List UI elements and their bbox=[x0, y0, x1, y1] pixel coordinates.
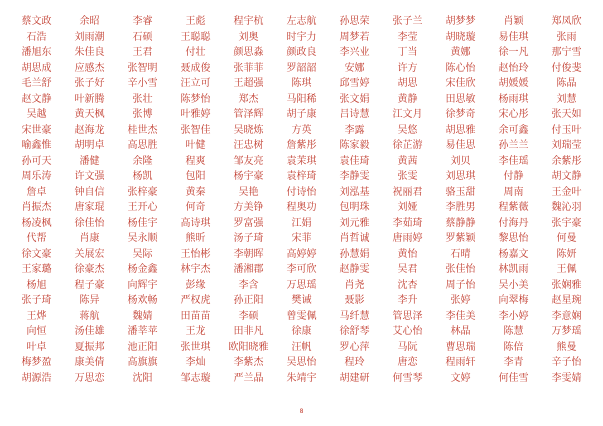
name-cell: 魏沁羽 bbox=[551, 202, 582, 213]
name-cell: 黄怡 bbox=[397, 248, 418, 260]
name-cell: 沈阳 bbox=[132, 372, 153, 384]
name-cell: 刘泓基 bbox=[339, 186, 370, 198]
name-cell: 汪忠树 bbox=[233, 140, 264, 151]
name-cell: 刘奥 bbox=[238, 31, 259, 43]
name-cell: 刘娅 bbox=[397, 202, 418, 213]
name-cell: 黄茜 bbox=[397, 155, 418, 167]
name-cell: 胡文静 bbox=[551, 171, 582, 182]
name-cell: 樊诫 bbox=[291, 295, 312, 306]
name-cell: 那宁雪 bbox=[551, 47, 582, 58]
name-cell: 罗韶韶 bbox=[286, 62, 317, 74]
name-cell: 陈异 bbox=[79, 295, 100, 306]
name-cell: 蔡文政 bbox=[21, 16, 52, 27]
name-cell: 胡源浩 bbox=[21, 372, 52, 384]
name-cell: 李紫杰 bbox=[233, 357, 264, 368]
name-cell: 程宇杭 bbox=[233, 16, 264, 27]
name-cell: 付玉叶 bbox=[551, 124, 582, 136]
name-cell: 康美倩 bbox=[74, 357, 105, 368]
name-cell: 石硕 bbox=[132, 31, 153, 43]
name-cell: 肖哲诚 bbox=[339, 233, 370, 244]
name-cell: 程子豪 bbox=[74, 279, 105, 291]
name-cell: 程玲 bbox=[344, 357, 365, 368]
name-cell: 万思瑶 bbox=[286, 279, 317, 291]
name-cell: 钟自信 bbox=[74, 186, 105, 198]
name-cell: 刘元雅 bbox=[339, 217, 370, 229]
name-cell: 孙正阳 bbox=[233, 295, 264, 306]
name-cell: 李露 bbox=[344, 124, 365, 136]
name-cell: 吴越 bbox=[26, 109, 47, 120]
name-cell: 沈杏 bbox=[397, 279, 418, 291]
name-cell: 胡建研 bbox=[339, 372, 370, 384]
name-cell: 聂影 bbox=[344, 295, 365, 306]
name-cell: 付俊斐 bbox=[551, 62, 582, 74]
name-cell: 汤子琦 bbox=[233, 233, 264, 244]
name-cell: 安娜 bbox=[344, 62, 365, 74]
name-cell: 朱靖宇 bbox=[286, 372, 317, 384]
name-cell: 吴思怡 bbox=[286, 357, 317, 368]
name-cell: 曾雯佩 bbox=[286, 310, 317, 322]
name-cell: 李睿 bbox=[132, 16, 153, 27]
name-cell: 陈晶 bbox=[556, 78, 577, 89]
name-cell: 陈琪 bbox=[291, 78, 312, 89]
name-cell: 潘旭东 bbox=[21, 47, 52, 58]
name-cell: 刘思琪 bbox=[445, 171, 476, 182]
name-cell: 杨雨琪 bbox=[498, 93, 529, 105]
name-cell: 杨嘉文 bbox=[498, 248, 529, 260]
name-cell: 付静 bbox=[503, 171, 524, 182]
name-cell: 刘贝 bbox=[450, 155, 471, 167]
name-cell: 喻鑫惟 bbox=[21, 140, 52, 151]
name-cell: 吴际 bbox=[132, 248, 153, 260]
name-cell: 辛小雪 bbox=[127, 78, 158, 89]
name-cell: 张宇豪 bbox=[551, 217, 582, 229]
name-cell: 李雯婧 bbox=[551, 372, 582, 384]
name-cell: 陈慧 bbox=[503, 326, 524, 337]
name-cell: 夏振邦 bbox=[74, 341, 105, 353]
name-cell: 邱雪婷 bbox=[339, 78, 370, 89]
name-cell: 杨凌枫 bbox=[21, 217, 52, 229]
page-number: 8 bbox=[299, 408, 304, 415]
name-cell: 林晶 bbox=[450, 326, 471, 337]
name-cell: 左志航 bbox=[286, 16, 317, 27]
name-cell: 黎思怡 bbox=[498, 233, 529, 244]
name-cell: 张世琪 bbox=[180, 341, 211, 353]
name-cell: 杨旭 bbox=[26, 279, 47, 291]
name-cell: 宋世豪 bbox=[21, 124, 52, 136]
name-cell: 王家璐 bbox=[21, 264, 52, 275]
name-cell: 叶新腾 bbox=[74, 93, 105, 105]
name-cell: 万梦瑶 bbox=[551, 326, 582, 337]
name-cell: 杨宇豪 bbox=[233, 171, 264, 182]
name-cell: 余隆 bbox=[132, 155, 153, 167]
name-cell: 李升 bbox=[397, 295, 418, 306]
name-cell: 孙思荣 bbox=[339, 16, 370, 27]
name-cell: 赵静雯 bbox=[339, 264, 370, 275]
name-cell: 严权虎 bbox=[180, 295, 211, 306]
name-cell: 吴悠 bbox=[397, 124, 418, 136]
name-cell: 余紫彤 bbox=[551, 155, 582, 167]
name-cell: 蒋航 bbox=[79, 310, 100, 322]
name-cell: 李兴业 bbox=[339, 47, 370, 58]
name-cell: 黄娜 bbox=[450, 47, 471, 58]
name-cell: 赵海龙 bbox=[74, 124, 105, 136]
name-list-grid bbox=[10, 14, 593, 386]
name-cell: 赵星琬 bbox=[551, 295, 582, 306]
name-cell: 张菲菲 bbox=[233, 62, 264, 74]
name-cell: 高婷婷 bbox=[286, 248, 317, 260]
name-cell: 魏婧 bbox=[132, 310, 153, 322]
name-cell: 杨凯 bbox=[132, 171, 153, 182]
name-cell: 张雯 bbox=[397, 171, 418, 182]
name-cell: 罗心萍 bbox=[339, 341, 370, 353]
name-cell: 杨金鑫 bbox=[127, 264, 158, 275]
name-cell: 田非凡 bbox=[233, 326, 264, 337]
name-cell: 袁茉琪 bbox=[286, 155, 317, 167]
name-cell: 徐芷游 bbox=[392, 140, 423, 151]
name-cell: 黄秦 bbox=[185, 186, 206, 198]
name-cell: 聂成俊 bbox=[180, 62, 211, 74]
name-cell: 张婷 bbox=[450, 295, 471, 306]
name-cell: 邹友亮 bbox=[233, 155, 264, 167]
name-cell: 向恒 bbox=[26, 326, 47, 337]
name-cell: 张子琦 bbox=[21, 295, 52, 306]
name-cell: 王龙 bbox=[185, 326, 206, 337]
name-cell: 易佳思 bbox=[445, 140, 476, 151]
name-cell: 朱佳良 bbox=[74, 47, 105, 58]
name-cell: 李含 bbox=[238, 279, 259, 291]
name-cell: 李朝晖 bbox=[233, 248, 264, 260]
name-cell: 易佳琪 bbox=[498, 31, 529, 43]
name-cell: 胡思 bbox=[397, 78, 418, 89]
name-cell: 张雨 bbox=[556, 31, 577, 43]
name-cell: 刘慧 bbox=[556, 93, 577, 105]
name-cell: 熊昕 bbox=[185, 233, 206, 244]
name-cell: 王君 bbox=[132, 47, 153, 58]
name-cell: 张子好 bbox=[74, 78, 105, 89]
name-cell: 李胜男 bbox=[445, 202, 476, 213]
name-cell: 李小婷 bbox=[498, 310, 529, 322]
name-cell: 王金叶 bbox=[551, 186, 582, 198]
name-cell: 何奇 bbox=[185, 202, 206, 213]
name-cell: 郑凤欣 bbox=[551, 16, 582, 27]
name-cell: 胡思成 bbox=[21, 62, 52, 74]
name-cell: 张子兰 bbox=[392, 16, 423, 27]
name-cell: 许方 bbox=[397, 62, 418, 74]
name-cell: 唐家琨 bbox=[74, 202, 105, 213]
name-cell: 余昭 bbox=[79, 16, 100, 27]
name-cell: 吴小美 bbox=[498, 279, 529, 291]
name-cell: 时宇力 bbox=[286, 31, 317, 43]
name-cell: 应感杰 bbox=[74, 62, 105, 74]
name-cell: 祝丽君 bbox=[392, 186, 423, 198]
name-cell: 胡思雅 bbox=[445, 124, 476, 136]
name-cell: 胡晓璇 bbox=[445, 31, 476, 43]
name-cell: 高旗旗 bbox=[127, 357, 158, 368]
name-cell: 关展宏 bbox=[74, 248, 105, 260]
name-cell: 曹思瑞 bbox=[445, 341, 476, 353]
name-cell: 向翠梅 bbox=[498, 295, 529, 306]
name-cell: 杨欢畅 bbox=[127, 295, 158, 306]
name-cell: 程爽 bbox=[185, 155, 206, 167]
name-cell: 李灿 bbox=[185, 357, 206, 368]
name-cell: 张智佳 bbox=[180, 124, 211, 136]
name-cell: 陈梦怡 bbox=[180, 93, 211, 105]
name-cell: 彭缘 bbox=[185, 279, 206, 291]
name-cell: 林宇杰 bbox=[180, 264, 211, 275]
name-cell: 赵文静 bbox=[21, 93, 52, 105]
name-cell: 潘健 bbox=[79, 155, 100, 167]
name-cell: 付诗怡 bbox=[286, 186, 317, 198]
name-cell: 胡梦梦 bbox=[445, 16, 476, 27]
name-cell: 付壮 bbox=[185, 47, 206, 58]
name-cell: 李莹 bbox=[397, 31, 418, 43]
name-cell: 王彪 bbox=[185, 16, 206, 27]
name-cell: 汪帆 bbox=[291, 341, 312, 353]
name-cell: 余可鑫 bbox=[498, 124, 529, 136]
name-cell: 叶健 bbox=[185, 140, 206, 151]
name-cell: 孙慧娟 bbox=[339, 248, 370, 260]
name-cell: 张天如 bbox=[551, 109, 582, 120]
name-cell: 张佳怡 bbox=[445, 264, 476, 275]
name-cell: 罗紫颖 bbox=[445, 233, 476, 244]
name-cell: 李茹琦 bbox=[392, 217, 423, 229]
name-cell: 张壮 bbox=[132, 93, 153, 105]
name-cell: 包明珠 bbox=[339, 202, 370, 213]
name-cell: 丁当 bbox=[397, 47, 418, 58]
name-cell: 张娴雅 bbox=[551, 279, 582, 291]
name-cell: 付海丹 bbox=[498, 217, 529, 229]
name-cell: 王怡彬 bbox=[180, 248, 211, 260]
name-cell: 詹卓 bbox=[26, 186, 47, 198]
name-cell: 马阮 bbox=[397, 341, 418, 353]
name-cell: 程雨轩 bbox=[445, 357, 476, 368]
name-cell: 江文月 bbox=[392, 109, 423, 120]
name-cell: 高思胜 bbox=[127, 140, 158, 151]
name-cell: 赵怡玲 bbox=[498, 62, 529, 74]
name-cell: 徐文豪 bbox=[21, 248, 52, 260]
name-cell: 叶卓 bbox=[26, 341, 47, 353]
name-cell: 李意娴 bbox=[551, 310, 582, 322]
name-cell: 李佳美 bbox=[445, 310, 476, 322]
name-cell: 李青 bbox=[503, 357, 524, 368]
name-cell: 张智明 bbox=[127, 62, 158, 74]
name-cell: 马纤慧 bbox=[339, 310, 370, 322]
name-cell: 田思敏 bbox=[445, 93, 476, 105]
name-cell: 艾心怡 bbox=[392, 326, 423, 337]
name-cell: 邹志璇 bbox=[180, 372, 211, 384]
name-cell: 江娟 bbox=[291, 217, 312, 229]
name-cell: 刘雨潮 bbox=[74, 31, 105, 43]
name-cell: 罗富强 bbox=[233, 217, 264, 229]
name-cell: 汤佳雄 bbox=[74, 326, 105, 337]
name-cell: 代帮 bbox=[26, 233, 47, 244]
name-cell: 陈家毅 bbox=[339, 140, 370, 151]
name-cell: 宋心彤 bbox=[498, 109, 529, 120]
name-cell: 熊曼 bbox=[556, 341, 577, 353]
name-cell: 张梓豪 bbox=[127, 186, 158, 198]
name-cell: 潘湘郡 bbox=[233, 264, 264, 275]
name-cell: 王烨 bbox=[26, 310, 47, 322]
name-cell: 骆玉甜 bbox=[445, 186, 476, 198]
name-cell: 梅梦盈 bbox=[21, 357, 52, 368]
name-cell: 胡子康 bbox=[286, 109, 317, 120]
name-cell: 毛兰舒 bbox=[21, 78, 52, 89]
name-cell: 袁梓琦 bbox=[286, 171, 317, 182]
name-cell: 严兰晶 bbox=[233, 372, 264, 384]
name-cell: 林凯雨 bbox=[498, 264, 529, 275]
name-cell: 郑杰 bbox=[238, 93, 259, 105]
name-cell: 颜思淼 bbox=[233, 47, 264, 58]
name-cell: 管泽辉 bbox=[233, 109, 264, 120]
name-cell: 张文娟 bbox=[339, 93, 370, 105]
name-cell: 王聪聪 bbox=[180, 31, 211, 43]
name-cell: 周梦若 bbox=[339, 31, 370, 43]
name-cell: 徐梦奇 bbox=[445, 109, 476, 120]
name-cell: 杨佳宇 bbox=[127, 217, 158, 229]
name-cell: 袁佳琦 bbox=[339, 155, 370, 167]
name-cell: 汪立可 bbox=[180, 78, 211, 89]
name-cell: 徐舒琴 bbox=[339, 326, 370, 337]
name-cell: 辛子怡 bbox=[551, 357, 582, 368]
name-cell: 肖振杰 bbox=[21, 202, 52, 213]
name-cell: 黄天枫 bbox=[74, 109, 105, 120]
name-cell: 宋菲 bbox=[291, 233, 312, 244]
name-cell: 李可欣 bbox=[286, 264, 317, 275]
name-cell: 徐豪杰 bbox=[74, 264, 105, 275]
name-cell: 徐康 bbox=[291, 326, 312, 337]
name-cell: 方美铮 bbox=[233, 202, 264, 213]
name-cell: 欧阳晓雅 bbox=[228, 341, 269, 353]
name-cell: 吴君 bbox=[397, 264, 418, 275]
name-cell: 唐雨婷 bbox=[392, 233, 423, 244]
name-cell: 徐一凡 bbox=[498, 47, 529, 58]
name-cell: 田苗苗 bbox=[180, 310, 211, 322]
name-cell: 王超强 bbox=[233, 78, 264, 89]
name-cell: 管思泽 bbox=[392, 310, 423, 322]
name-cell: 吕诗慧 bbox=[339, 109, 370, 120]
name-cell: 吴永顺 bbox=[127, 233, 158, 244]
name-cell: 徐佳怡 bbox=[74, 217, 105, 229]
name-cell: 万思恋 bbox=[74, 372, 105, 384]
name-cell: 宋佳欣 bbox=[445, 78, 476, 89]
name-cell: 程紫薇 bbox=[498, 202, 529, 213]
name-cell: 何曼 bbox=[556, 233, 577, 244]
name-cell: 池正阳 bbox=[127, 341, 158, 353]
name-cell: 孙兰兰 bbox=[498, 140, 529, 151]
name-cell: 向辉宇 bbox=[127, 279, 158, 291]
name-cell: 石晴 bbox=[450, 248, 471, 260]
name-cell: 孙可天 bbox=[21, 155, 52, 167]
name-cell: 胡媛媛 bbox=[498, 78, 529, 89]
name-cell: 何佳雪 bbox=[498, 372, 529, 384]
name-cell: 周子怡 bbox=[445, 279, 476, 291]
name-cell: 桂世杰 bbox=[127, 124, 158, 136]
name-cell: 许文强 bbox=[74, 171, 105, 182]
name-cell: 程奥功 bbox=[286, 202, 317, 213]
name-cell: 吴晓炼 bbox=[233, 124, 264, 136]
name-cell: 高诗琪 bbox=[180, 217, 211, 229]
name-cell: 肖康 bbox=[79, 233, 100, 244]
name-cell: 叶雅婷 bbox=[180, 109, 211, 120]
name-cell: 李静雯 bbox=[339, 171, 370, 182]
name-cell: 潘莘苹 bbox=[127, 326, 158, 337]
name-cell: 陈倍 bbox=[503, 341, 524, 353]
name-cell: 何雪琴 bbox=[392, 372, 423, 384]
name-cell: 唐恋 bbox=[397, 357, 418, 368]
name-cell: 方英 bbox=[291, 124, 312, 136]
name-cell: 颜政良 bbox=[286, 47, 317, 58]
name-cell: 刘瑞莹 bbox=[551, 140, 582, 151]
name-cell: 马阳稀 bbox=[286, 93, 317, 105]
name-cell: 李硕 bbox=[238, 310, 259, 322]
name-cell: 王开心 bbox=[127, 202, 158, 213]
name-cell: 陈妍 bbox=[556, 248, 577, 260]
name-cell: 包阳 bbox=[185, 171, 206, 182]
name-cell: 石浩 bbox=[26, 31, 47, 43]
name-cell: 文婷 bbox=[450, 372, 471, 384]
name-cell: 胡明卓 bbox=[74, 140, 105, 151]
name-cell: 王佩 bbox=[556, 264, 577, 275]
name-cell: 周乐涛 bbox=[21, 171, 52, 182]
name-cell: 肖颖 bbox=[503, 16, 524, 27]
name-cell: 肖尧 bbox=[344, 279, 365, 291]
name-cell: 吴艳 bbox=[238, 186, 259, 198]
name-cell: 詹紫彤 bbox=[286, 140, 317, 151]
name-cell: 李佳瑶 bbox=[498, 155, 529, 167]
name-cell: 陈心怡 bbox=[445, 62, 476, 74]
name-cell: 蔡静静 bbox=[445, 217, 476, 229]
name-cell: 张博 bbox=[132, 109, 153, 120]
name-cell: 黄静 bbox=[397, 93, 418, 105]
name-cell: 周南 bbox=[503, 186, 524, 198]
